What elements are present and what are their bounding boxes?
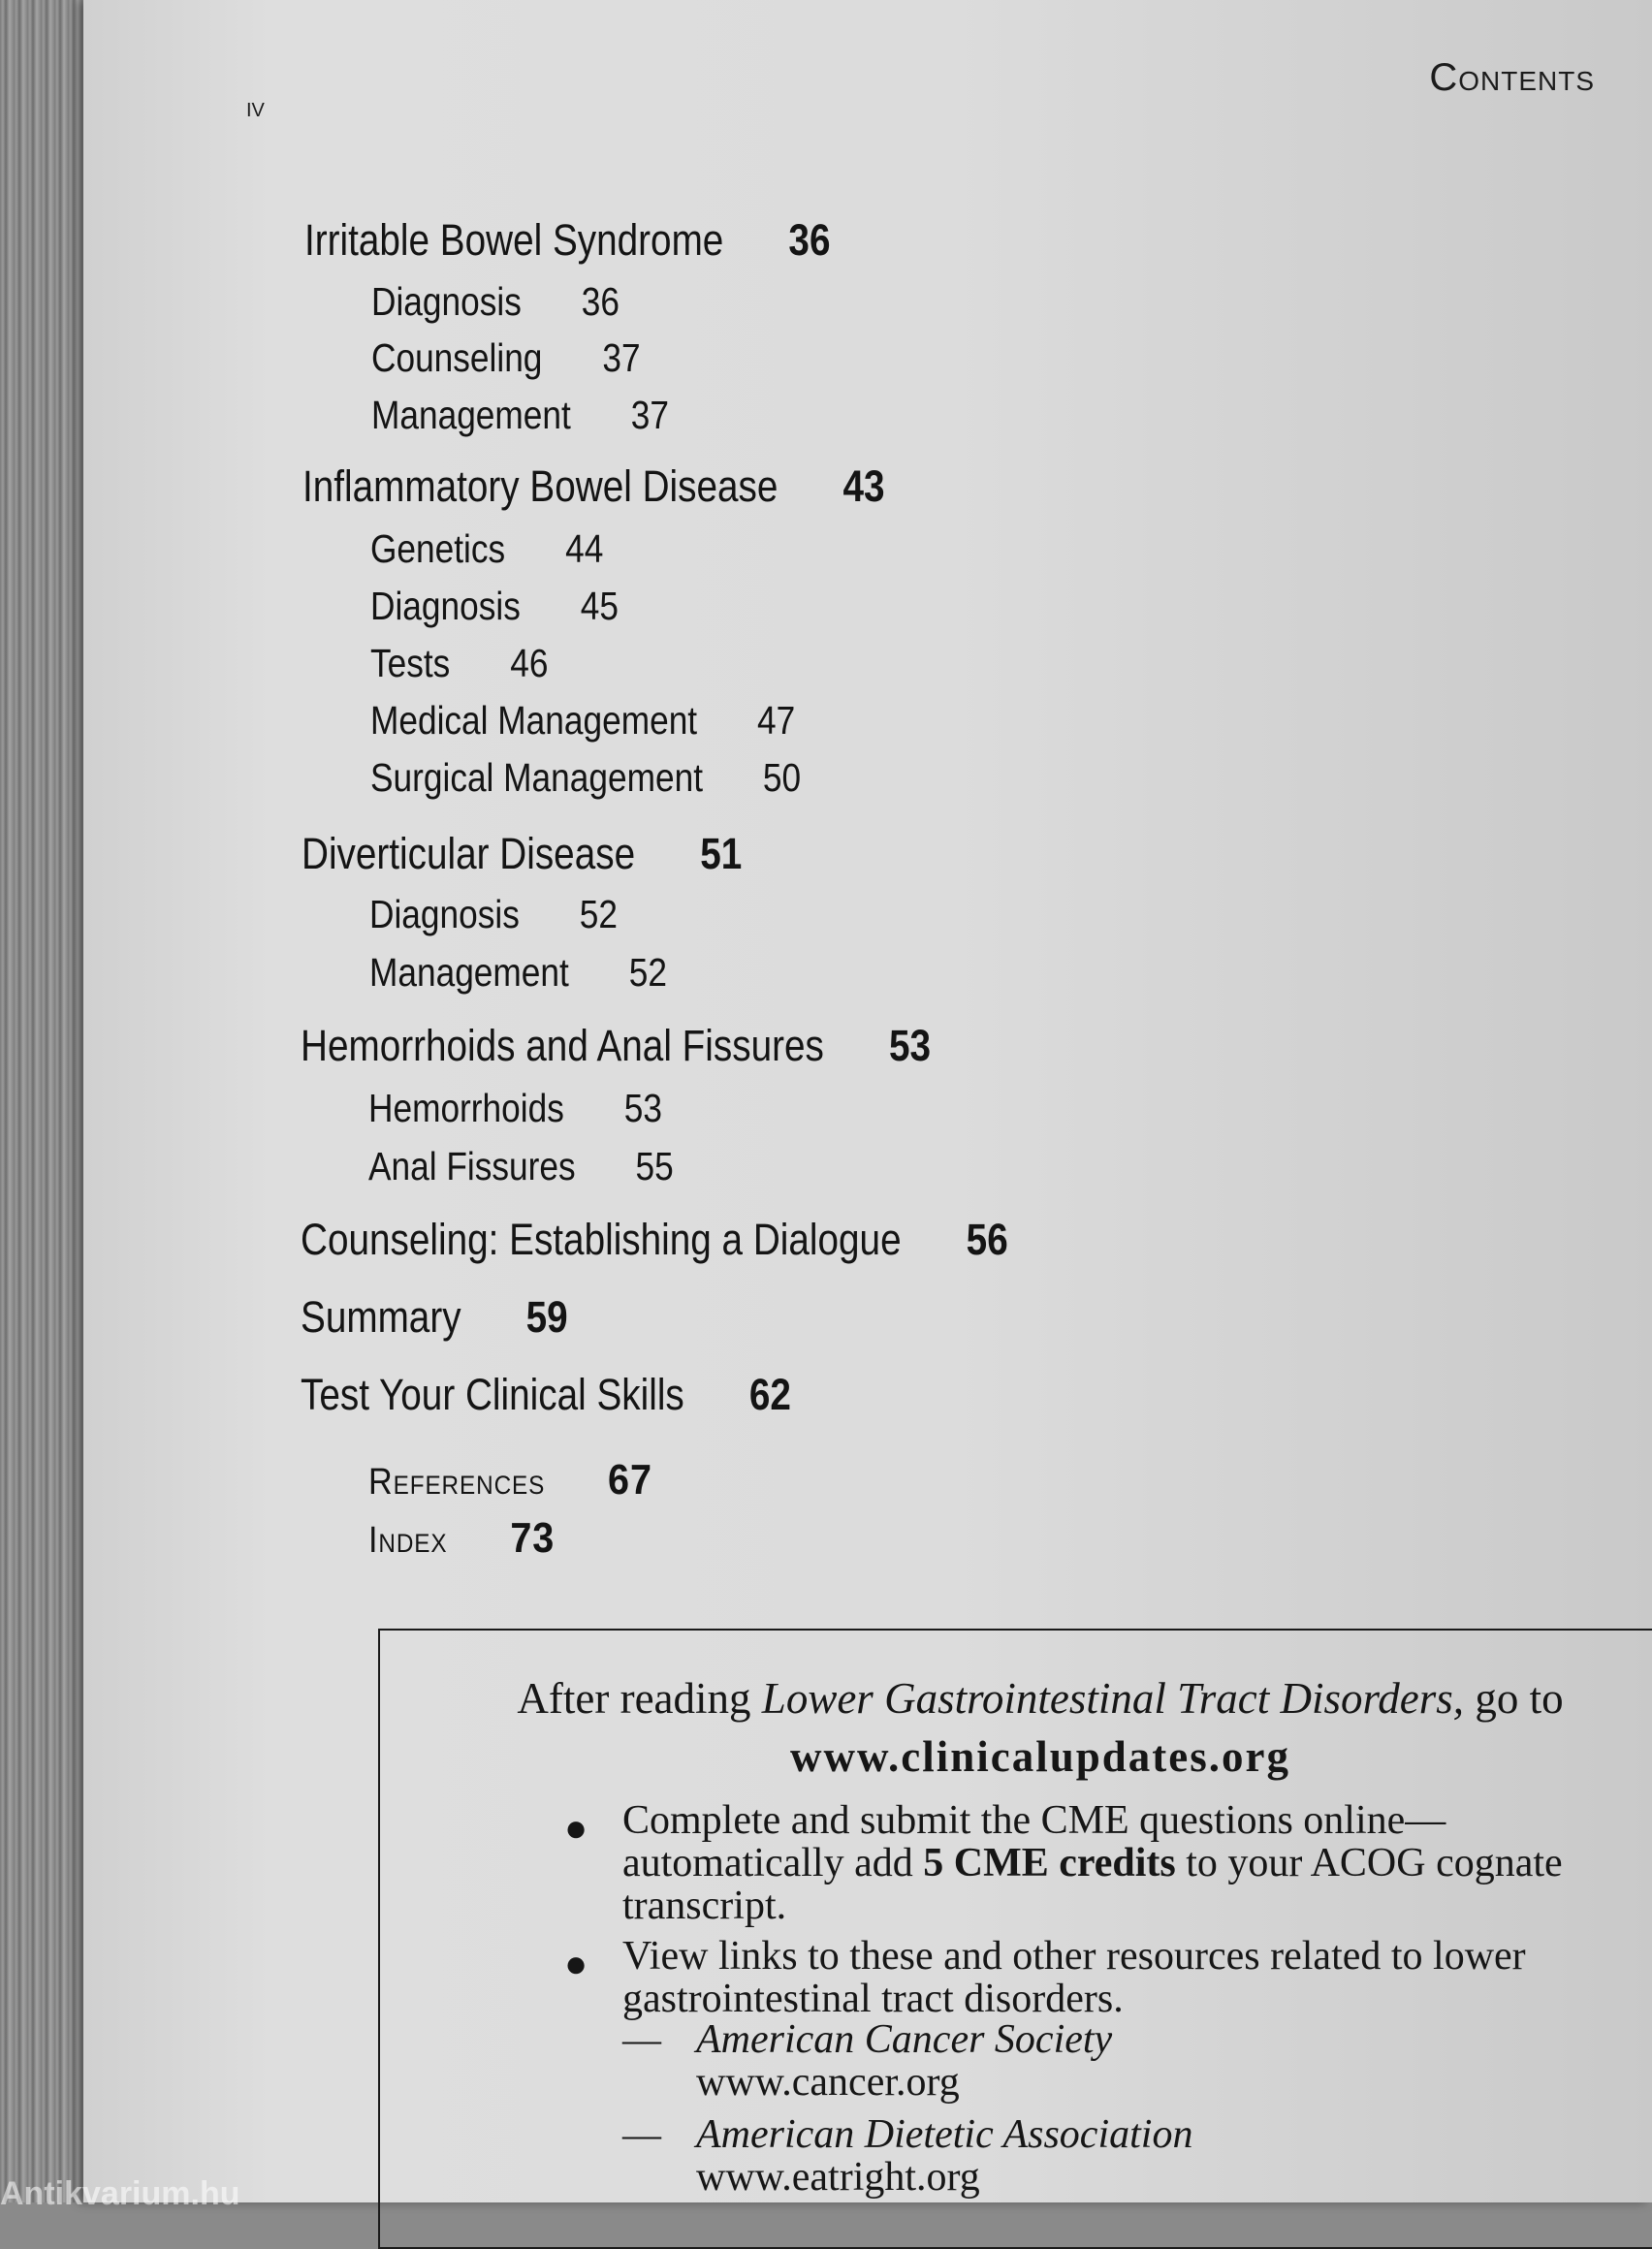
resource-url: www.eatright.org <box>696 2155 980 2200</box>
bullet-icon: ● <box>564 1806 588 1850</box>
toc-subentry-title: Management <box>371 393 571 437</box>
toc-entry-page: 43 <box>842 461 885 511</box>
toc-subentry-page: 37 <box>602 335 641 380</box>
toc-entry <box>301 1215 1008 1265</box>
running-head: Contents <box>1429 56 1595 99</box>
box-intro-text: After reading <box>517 1674 762 1723</box>
toc-subentry-page: 46 <box>510 641 549 685</box>
toc-backmatter-page: 73 <box>510 1514 556 1562</box>
toc-subentry <box>371 393 669 438</box>
toc-subentry-title: Surgical Management <box>370 755 704 800</box>
toc-entry-page: 62 <box>748 1370 791 1419</box>
toc-subentry-page: 52 <box>628 950 667 995</box>
toc-subentry-page: 55 <box>635 1144 674 1188</box>
toc-entry-title: Diverticular Disease <box>302 829 636 878</box>
toc-subentry-page: 37 <box>630 393 669 437</box>
toc-entry-page: 51 <box>700 829 743 878</box>
toc-entry <box>301 1292 568 1343</box>
toc-entry-title: Summary <box>301 1292 461 1342</box>
toc-subentry-title: Anal Fissures <box>368 1144 576 1188</box>
box-intro-text-end: go to <box>1464 1674 1564 1723</box>
toc-entry-title: Test Your Clinical Skills <box>301 1370 684 1419</box>
resource-org: American Dietetic Association <box>696 2112 1193 2157</box>
toc-entry-page: 36 <box>788 215 831 265</box>
toc-subentry <box>371 335 641 381</box>
bullet-icon: ● <box>564 1942 588 1985</box>
toc-subentry-page: 50 <box>762 755 802 800</box>
resource-url: www.cancer.org <box>696 2060 960 2105</box>
toc-entry <box>301 1021 931 1071</box>
toc-subentry <box>370 584 619 629</box>
toc-entry-title: Irritable Bowel Syndrome <box>304 215 724 265</box>
bullet-text-end: to your ACOG cognate transcript. <box>622 1841 1563 1928</box>
toc-subentry <box>370 526 603 572</box>
dash-icon: — <box>622 2112 661 2156</box>
page-folio: iv <box>246 92 265 122</box>
toc-subentry <box>369 950 667 996</box>
toc-subentry-title: Tests <box>370 641 451 685</box>
toc-subentry-title: Genetics <box>370 526 506 571</box>
toc-entry-title: Counseling: Establishing a Dialogue <box>301 1215 902 1264</box>
toc-subentry <box>370 755 801 801</box>
toc-subentry-title: Hemorrhoids <box>368 1086 564 1130</box>
resource-item <box>696 2018 1112 2104</box>
box-book-title: Lower Gastrointestinal Tract Disorders, <box>761 1674 1465 1723</box>
cme-credits: 5 CME credits <box>923 1841 1176 1885</box>
toc-entry <box>302 461 885 512</box>
toc-entry-page: 59 <box>525 1292 568 1342</box>
toc-backmatter-page: 67 <box>608 1456 652 1504</box>
toc-subentry <box>369 892 618 937</box>
watermark: Antikvarium.hu <box>0 2175 240 2212</box>
book-spine-edge <box>0 0 89 2202</box>
bullet-text: Complete and submit the CME questions online—automatically add <box>622 1798 1446 1885</box>
toc-subentry-page: 52 <box>579 892 618 936</box>
toc-entry-page: 53 <box>888 1021 932 1070</box>
box-bullet-cme <box>622 1799 1573 1927</box>
toc-subentry-title: Diagnosis <box>370 584 521 628</box>
toc-entry-page: 56 <box>966 1215 1008 1264</box>
toc-entry-title: Inflammatory Bowel Disease <box>302 461 778 511</box>
toc-entry <box>301 1370 791 1420</box>
toc-backmatter <box>368 1514 555 1563</box>
toc-backmatter <box>368 1456 652 1505</box>
toc-subentry <box>368 1086 662 1131</box>
toc-subentry <box>370 698 795 744</box>
cme-info-box <box>378 1629 1652 2249</box>
toc-subentry-page: 44 <box>565 526 604 571</box>
toc-subentry-page: 45 <box>580 584 619 628</box>
toc-backmatter-title: Index <box>368 1520 448 1561</box>
toc-subentry <box>368 1144 674 1189</box>
box-intro <box>380 1673 1652 1724</box>
toc-entry <box>302 829 742 879</box>
toc-entry <box>304 215 830 266</box>
resource-item <box>696 2113 1192 2199</box>
book-page <box>83 0 1652 2202</box>
box-bullet-links: View links to these and other resources related to lower gastrointestinal tract disorders. <box>622 1934 1526 2021</box>
toc-subentry-title: Diagnosis <box>369 892 520 936</box>
resource-org: American Cancer Society <box>696 2017 1113 2062</box>
toc-subentry-title: Management <box>369 950 569 995</box>
toc-subentry-page: 36 <box>581 279 620 324</box>
dash-icon: — <box>622 2017 661 2061</box>
toc-backmatter-title: References <box>368 1462 546 1503</box>
toc-subentry-title: Counseling <box>371 335 543 380</box>
toc-subentry-title: Diagnosis <box>371 279 522 324</box>
toc-subentry-title: Medical Management <box>370 698 698 743</box>
box-website-url: www.clinicalupdates.org <box>789 1732 1291 1781</box>
toc-subentry-page: 47 <box>757 698 796 743</box>
toc-subentry <box>371 279 620 325</box>
toc-subentry <box>370 641 548 686</box>
toc-subentry-page: 53 <box>623 1086 662 1130</box>
toc-entry-title: Hemorrhoids and Anal Fissures <box>301 1021 824 1070</box>
